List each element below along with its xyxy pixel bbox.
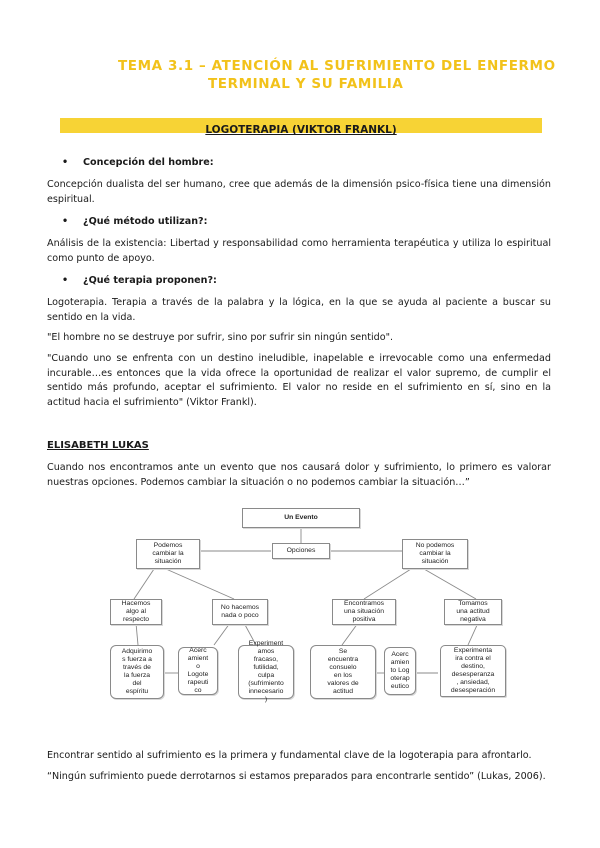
bullet-heading: • ¿Qué terapia proponen?: [62,275,217,286]
node-no-podemos-cambiar: No podemos cambiar la situación [402,539,468,569]
node-acercamiento-2: Acerc amien to Log oterap eutico [384,647,416,695]
bullet-heading: • ¿Qué método utilizan?: [62,216,208,227]
paragraph: Análisis de la existencia: Libertad y responsabilidad como herramienta terapéutica y utiliza lo espiritual como punto de apoyo. [47,238,551,264]
node-acercamiento-1: Acerc amient o Logote rapeuti co [178,647,218,695]
title-line-1: TEMA 3.1 – ATENCIÓN AL SUFRIMIENTO DEL ENFERMO [118,58,556,74]
bullet-heading: • Concepción del hombre: [62,157,214,168]
paragraph: Logoterapia. Terapia a través de la palabra y la lógica, en la que se ayuda al paciente a buscar su sentido en la vida. [47,297,551,323]
section-banner [60,118,542,136]
section-heading-lukas: ELISABETH LUKAS [47,440,149,451]
bullet-icon: • [62,275,69,286]
paragraph-lukas: Cuando nos encontramos ante un evento que nos causará dolor y sufrimiento, lo primero es valorar nuestras opciones. Podemos cambiar la situación o no podemos cambiar la situación…” [47,462,551,488]
bullet-icon: • [62,157,69,168]
title-line-2: TERMINAL Y SU FAMILIA [208,76,404,92]
node-no-hacemos: No hacemos nada o poco [212,599,268,625]
node-un-evento: Un Evento [242,508,360,528]
node-experimenta-ira: Experimenta ira contra el destino, desesperanza , ansiedad, desesperación [440,645,506,697]
node-hacemos-algo: Hacemos algo al respecto [110,599,162,625]
node-experimentamos-fracaso: Experiment amos fracaso, futilidad, culpa (sufrimiento innecesario ) [238,645,294,699]
node-encontramos-positiva: Encontramos una situación positiva [332,599,396,625]
quote-frankl-short: "El hombre no se destruye por sufrir, sino por sufrir sin ningún sentido". [47,332,394,343]
closing-statement: Encontrar sentido al sufrimiento es la primera y fundamental clave de la logoterapia para afrontarlo. [47,750,532,761]
bullet-icon: • [62,216,69,227]
quote-frankl-long: "Cuando uno se enfrenta con un destino ineludible, inapelable e irrevocable como una enfermedad incurable…es entonces que la vida ofrece la oportunidad de realizar el valor supremo, de cumplir el sentido más profundo, aceptar el sufrimiento. El valor no reside en el sufrimiento en sí, sino en la actitud hacia el sufrimiento" (Viktor Frankl). [47,353,551,408]
node-tomamos-negativa: Tomamos una actitud negativa [444,599,502,625]
paragraph: Concepción dualista del ser humano, cree que además de la dimensión psico-física tiene una dimensión espiritual. [47,179,551,205]
node-opciones: Opciones [272,543,330,559]
flow-diagram [106,505,516,703]
closing-quote-lukas: “Ningún sufrimiento puede derrotarnos si estamos preparados para encontrarle sentido” (Lukas, 2006). [47,771,546,782]
node-podemos-cambiar: Podemos cambiar la situación [136,539,200,569]
page-title [118,57,558,93]
node-se-encuentra-consuelo: Se encuentra consuelo en los valores de actitud [310,645,376,699]
node-adquirimos-fuerza: Adquirimo s fuerza a través de la fuerza del espíritu [110,645,164,699]
banner-text: LOGOTERAPIA (VIKTOR FRANKL) [205,124,397,136]
